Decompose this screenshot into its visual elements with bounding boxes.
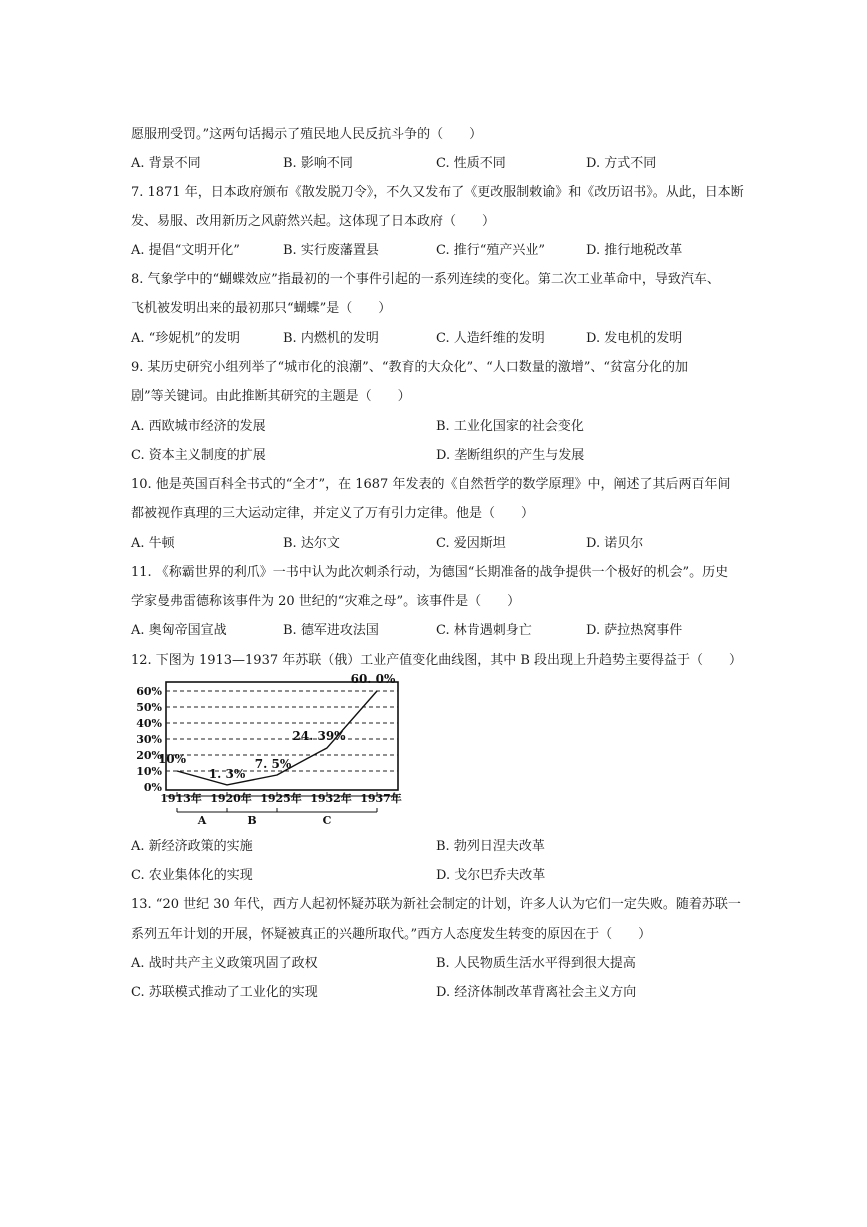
industrial-output-chart bbox=[131, 672, 403, 830]
value-label: 10% bbox=[157, 752, 187, 766]
segment-label: B bbox=[247, 814, 257, 827]
y-tick-label: 50% bbox=[136, 701, 162, 714]
q10-option-b: B. 达尔文 bbox=[283, 536, 340, 551]
q9-stem-line2: 剧”等关键词。由此推断其研究的主题是（ ） bbox=[131, 389, 411, 404]
q12-option-c: C. 农业集体化的实现 bbox=[131, 868, 253, 883]
x-tick-label: 1913年 bbox=[160, 792, 202, 805]
y-tick-label: 10% bbox=[136, 765, 162, 778]
q12-stem: 12. 下图为 1913—1937 年苏联（俄）工业产值变化曲线图，其中 B 段出现上升趋势主要得益于（ ） bbox=[131, 653, 743, 668]
chart-segments bbox=[177, 808, 377, 827]
q7-option-c: C. 推行“殖产兴业” bbox=[436, 243, 546, 258]
q10-option-d: D. 诺贝尔 bbox=[586, 536, 644, 551]
q13-stem-line2: 系列五年计划的开展，怀疑被真正的兴趣所取代。”西方人态度发生转变的原因在于（ ） bbox=[131, 927, 652, 942]
q6-option-b: B. 影响不同 bbox=[283, 156, 353, 171]
q11-option-d: D. 萨拉热窝事件 bbox=[586, 623, 683, 638]
q7-option-d: D. 推行地税改革 bbox=[586, 243, 683, 258]
chart-y-ticks bbox=[136, 685, 162, 794]
q11-option-c: C. 林肯遇刺身亡 bbox=[436, 623, 532, 638]
x-tick-label: 1937年 bbox=[360, 792, 402, 805]
q7-option-b: B. 实行废藩置县 bbox=[283, 243, 379, 258]
q10-option-a: A. 牛顿 bbox=[131, 536, 175, 551]
q9-option-d: D. 垄断组织的产生与发展 bbox=[436, 448, 585, 463]
y-tick-label: 60% bbox=[136, 685, 162, 698]
q12-option-b: B. 勃列日涅夫改革 bbox=[436, 839, 545, 854]
segment-label: C bbox=[322, 814, 332, 827]
q10-option-c: C. 爱因斯坦 bbox=[436, 536, 506, 551]
q8-option-c: C. 人造纤维的发明 bbox=[436, 331, 545, 346]
q8-option-d: D. 发电机的发明 bbox=[586, 331, 683, 346]
y-tick-label: 40% bbox=[136, 717, 162, 730]
y-tick-label: 30% bbox=[136, 733, 162, 746]
segment-label: A bbox=[197, 814, 207, 827]
q11-stem-line2: 学家曼弗雷德称该事件为 20 世纪的“灾难之母”。该事件是（ ） bbox=[131, 594, 521, 609]
q13-option-a: A. 战时共产主义政策巩固了政权 bbox=[131, 956, 318, 971]
q11-stem-line1: 11. 《称霸世界的利爪》一书中认为此次刺杀行动，为德国“长期准备的战争提供一个极好的机会”。历史 bbox=[131, 565, 729, 580]
q6-option-d: D. 方式不同 bbox=[586, 156, 657, 171]
q13-option-c: C. 苏联模式推动了工业化的实现 bbox=[131, 985, 318, 1000]
q9-option-a: A. 西欧城市经济的发展 bbox=[131, 419, 266, 434]
q13-stem-line1: 13. “20 世纪 30 年代，西方人起初怀疑苏联为新社会制定的计划，许多人认为它们一定失败。随着苏联一 bbox=[131, 897, 741, 912]
q7-stem-line2: 发、易服、改用新历之风蔚然兴起。这体现了日本政府（ ） bbox=[131, 214, 496, 229]
value-label: 60. 0% bbox=[350, 672, 396, 686]
value-label: 7. 5% bbox=[254, 757, 292, 771]
value-label: 1. 3% bbox=[208, 766, 246, 781]
q7-option-a: A. 提倡“文明开化” bbox=[131, 243, 240, 258]
q10-stem-line1: 10. 他是英国百科全书式的“全才”，在 1687 年发表的《自然哲学的数学原理》中，阐述了其后两百年间 bbox=[131, 477, 731, 492]
q13-option-d: D. 经济体制改革背离社会主义方向 bbox=[436, 985, 637, 1000]
q13-option-b: B. 人民物质生活水平得到很大提高 bbox=[436, 956, 636, 971]
q7-stem-line1: 7. 1871 年，日本政府颁布《散发脱刀令》，不久又发布了《更改服制敕谕》和《改历诏书》。从此，日本断 bbox=[131, 185, 744, 200]
x-tick-label: 1925年 bbox=[260, 792, 302, 805]
q8-option-a: A. “珍妮机”的发明 bbox=[131, 331, 240, 346]
q8-stem-line1: 8. 气象学中的“蝴蝶效应”指最初的一个事件引起的一系列连续的变化。第二次工业革命中，导致汽车、 bbox=[131, 272, 720, 287]
x-tick-label: 1932年 bbox=[310, 792, 352, 805]
x-tick-label: 1920年 bbox=[210, 792, 252, 805]
y-tick-label: 0% bbox=[143, 781, 162, 794]
chart-value-labels bbox=[158, 672, 396, 781]
q10-stem-line2: 都被视作真理的三大运动定律，并定义了万有引力定律。他是（ ） bbox=[131, 506, 535, 521]
q12-option-d: D. 戈尔巴乔夫改革 bbox=[436, 868, 546, 883]
q9-option-b: B. 工业化国家的社会变化 bbox=[436, 419, 584, 434]
intro-tail: 愿服刑受罚。”这两句话揭示了殖民地人民反抗斗争的（ ） bbox=[131, 127, 483, 142]
q9-stem-line1: 9. 某历史研究小组列举了“城市化的浪潮”、“教育的大众化”、“人口数量的激增”、“贫富分化的加 bbox=[131, 360, 689, 375]
q6-option-c: C. 性质不同 bbox=[436, 156, 506, 171]
chart-x-axis bbox=[160, 791, 402, 805]
q6-option-a: A. 背景不同 bbox=[131, 156, 201, 171]
q9-option-c: C. 资本主义制度的扩展 bbox=[131, 448, 266, 463]
q8-stem-line2: 飞机被发明出来的最初那只“蝴蝶”是（ ） bbox=[131, 301, 392, 316]
q8-option-b: B. 内燃机的发明 bbox=[283, 331, 379, 346]
q11-option-a: A. 奥匈帝国宣战 bbox=[131, 623, 227, 638]
q12-option-a: A. 新经济政策的实施 bbox=[131, 839, 253, 854]
y-tick-label: 20% bbox=[136, 749, 162, 762]
value-label: 24. 39% bbox=[292, 728, 346, 743]
q11-option-b: B. 德军进攻法国 bbox=[283, 623, 379, 638]
chart-frame bbox=[166, 682, 398, 790]
